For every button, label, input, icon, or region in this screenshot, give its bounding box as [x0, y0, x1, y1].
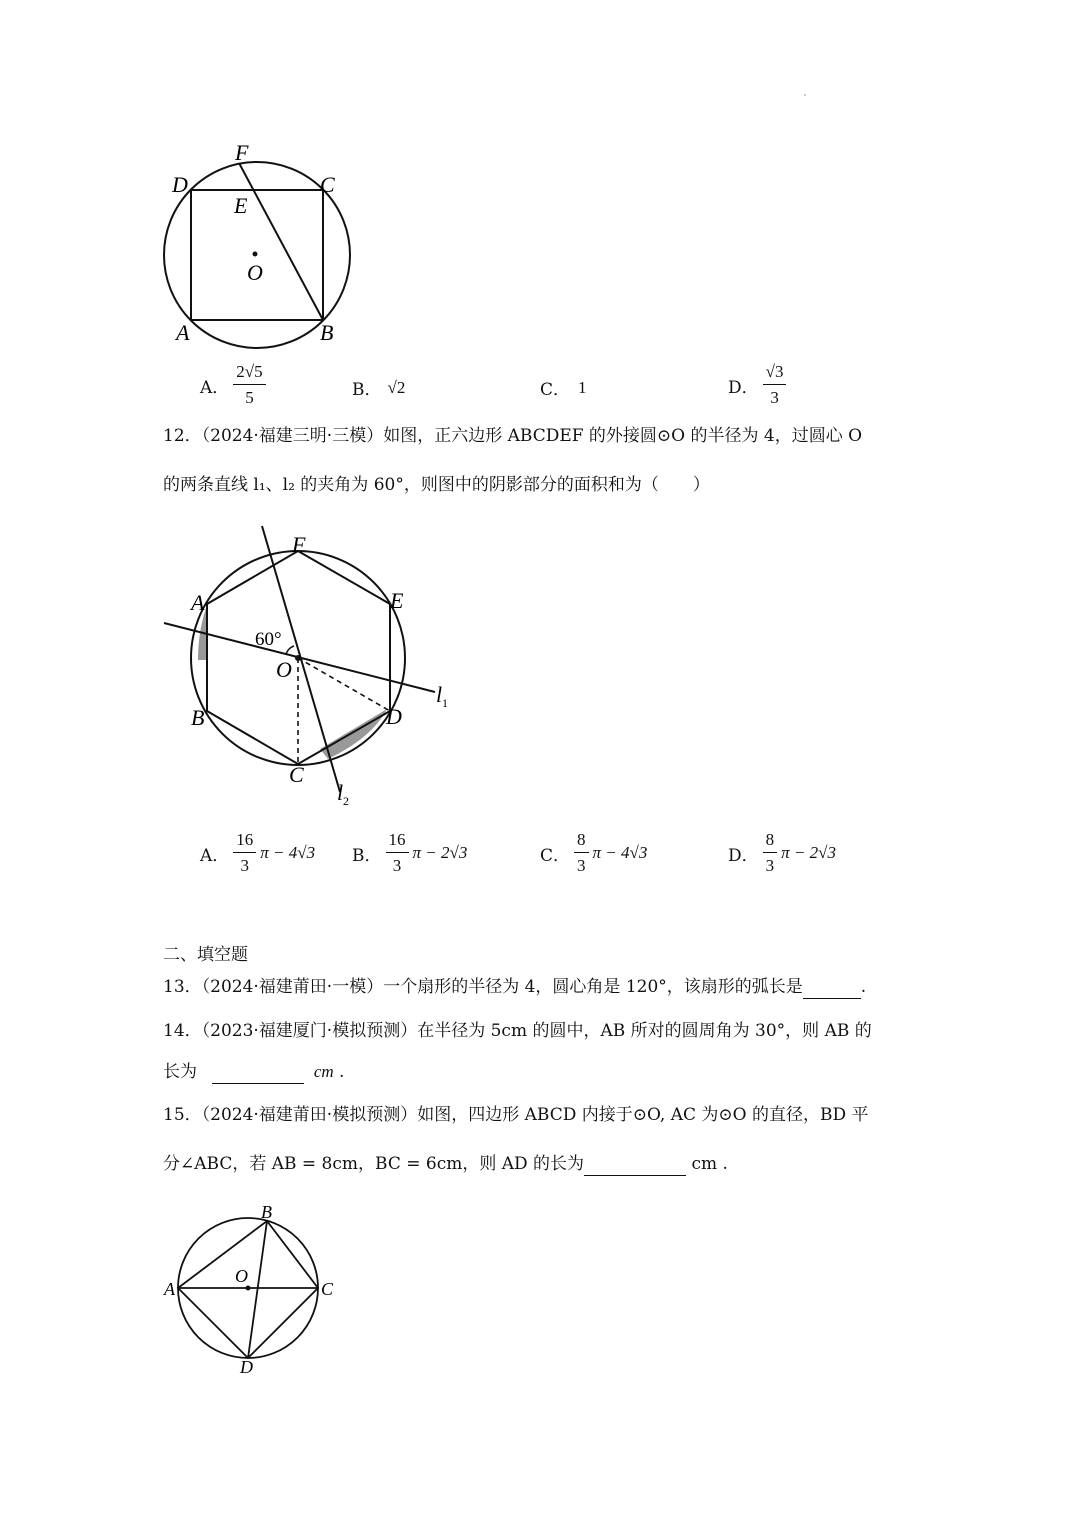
numerator: 8	[763, 830, 778, 853]
q11-option-d	[728, 362, 790, 408]
fraction	[386, 830, 409, 876]
option-label: C．	[540, 845, 571, 866]
q11-label-e: E	[234, 193, 248, 218]
section-heading: 二、填空题	[163, 945, 248, 965]
q11-label-d: D	[172, 172, 188, 197]
q14-line1: 14．（2023·福建厦门·模拟预测）在半径为 5cm 的圆中，AB 所对的圆周角为 30°，则 AB 的	[163, 1021, 872, 1041]
q11-label-c: C	[320, 172, 335, 197]
scan-speck	[804, 94, 806, 96]
denominator: 3	[392, 856, 402, 875]
q15-unit: cm	[691, 1154, 718, 1174]
q14-answer-blank[interactable]	[212, 1083, 304, 1084]
q12-label-l2-sub: 2	[343, 794, 349, 808]
q11-option-b	[352, 375, 405, 400]
q12-label-d: D	[386, 704, 402, 729]
q13-answer-blank[interactable]	[803, 998, 861, 999]
numerator: 8	[574, 830, 589, 853]
q14-unit: cm	[313, 1062, 334, 1081]
option-tail: π − 2√3	[412, 843, 468, 862]
q11-option-a	[200, 362, 270, 408]
denominator: 5	[245, 388, 254, 407]
denominator: 3	[770, 388, 779, 407]
q12-label-l1: l	[436, 682, 443, 707]
q11-option-c	[540, 375, 587, 400]
q11-label-o: O	[247, 260, 263, 285]
q11-label-f: F	[235, 140, 249, 165]
q12-line2: 的两条直线 l₁、l₂ 的夹角为 60°，则图中的阴影部分的面积和为（ ）	[163, 475, 710, 495]
numerator: 2√5	[233, 362, 265, 385]
q15-answer-blank[interactable]	[584, 1175, 686, 1176]
q15-label-c: C	[321, 1279, 334, 1299]
q11-label-b: B	[320, 320, 334, 345]
q13-tail: .	[860, 977, 867, 997]
q15-tail: .	[722, 1154, 728, 1174]
option-label: B．	[352, 380, 382, 400]
q11-label-a: A	[176, 320, 190, 345]
option-label: C．	[540, 380, 571, 400]
option-tail: π − 4√3	[260, 843, 316, 862]
option-label: A．	[200, 845, 230, 866]
q15-label-d: D	[240, 1357, 253, 1377]
q15-line1: 15．（2024·福建莆田·模拟预测）如图，四边形 ABCD 内接于⊙O, AC 为⊙O 的直径，BD 平	[163, 1105, 869, 1125]
denominator: 3	[765, 856, 775, 875]
option-label: D．	[728, 845, 759, 866]
fraction	[763, 830, 778, 876]
q12-option-c	[540, 830, 647, 876]
q15-label-o: O	[235, 1266, 248, 1286]
q12-label-a: A	[191, 590, 205, 615]
option-value: √2	[387, 377, 406, 397]
q12-label-f: F	[292, 532, 306, 557]
q12-figure	[150, 520, 470, 810]
denominator: 3	[577, 856, 586, 875]
q12-label-e: E	[390, 588, 404, 613]
numerator: 16	[386, 830, 409, 853]
option-value: 1	[578, 377, 587, 397]
q12-option-b	[352, 830, 467, 876]
q12-label-b: B	[191, 705, 205, 730]
q15-label-a: A	[164, 1279, 175, 1299]
q14-head: 长为	[163, 1062, 197, 1082]
fraction	[574, 830, 589, 876]
q12-line1: 12．（2024·福建三明·三模）如图，正六边形 ABCDEF 的外接圆⊙O 的半径为 4，过圆心 O	[163, 426, 863, 446]
option-tail: π − 4√3	[592, 843, 648, 862]
q15-line2	[163, 1152, 728, 1176]
option-tail: π − 2√3	[781, 843, 836, 862]
q12-label-l1-sub: 1	[442, 696, 448, 710]
q15-figure	[155, 1200, 355, 1380]
q14-line2	[163, 1060, 344, 1084]
q13-text: 13．（2024·福建莆田·一模）一个扇形的半径为 4，圆心角是 120°，该扇形的弧长是	[163, 977, 803, 997]
q12-option-d	[728, 830, 836, 876]
numerator: 16	[233, 830, 256, 853]
q15-head: 分∠ABC，若 AB = 8cm，BC = 6cm，则 AD 的长为	[163, 1154, 585, 1174]
option-label: B．	[352, 845, 382, 866]
q12-label-angle: 60°	[255, 629, 282, 650]
option-label: D．	[728, 377, 759, 398]
fraction	[763, 362, 787, 408]
q12-option-a	[200, 830, 315, 876]
q13-line	[163, 975, 866, 999]
option-label: A．	[200, 377, 230, 398]
q12-label-c: C	[289, 762, 304, 787]
fraction	[233, 362, 265, 408]
q15-label-b: B	[261, 1202, 272, 1222]
q14-tail: .	[339, 1062, 345, 1082]
numerator: √3	[763, 362, 787, 385]
fraction	[233, 830, 256, 876]
denominator: 3	[240, 856, 250, 875]
q12-label-l2: l	[337, 780, 344, 805]
q12-label-o: O	[276, 657, 292, 682]
q11-figure	[150, 135, 370, 355]
